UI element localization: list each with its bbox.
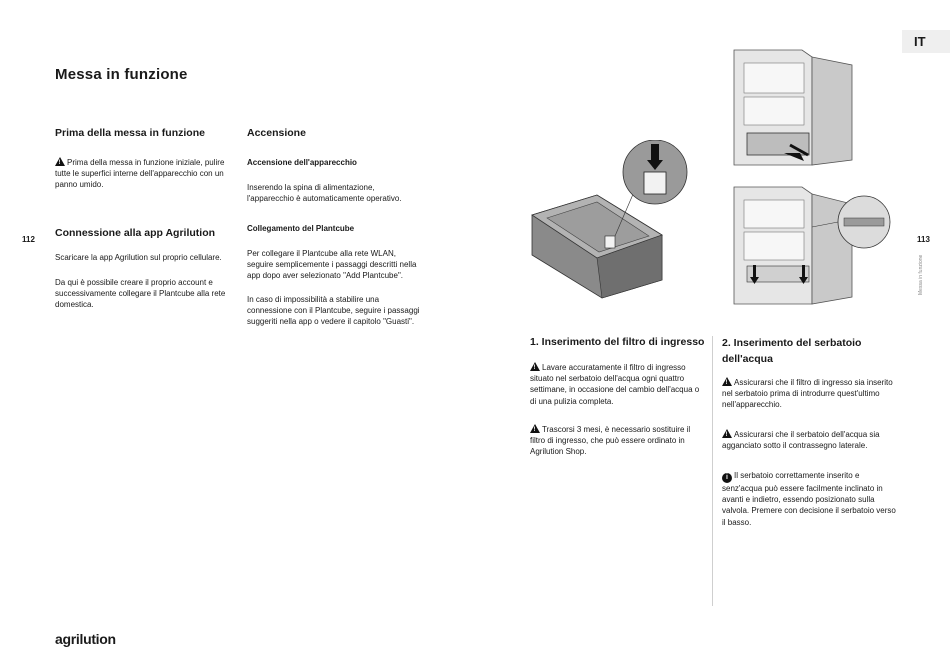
paragraph-step-2-info: i Il serbatoio correttamente inserito e senz'acqua può essere facilmente inclinato in avanti e indietro, essendo posizionato sulla valvola. Premere con decisione il serbatoio verso il basso. [722,471,896,527]
heading-step-1: 1. Inserimento del filtro di ingresso [530,336,705,348]
heading-app-connection: Connessione alla app Agrilution [55,227,216,239]
heading-power-on: Accensione [247,127,306,139]
column-divider [712,336,713,606]
warning-icon [530,362,540,371]
heading-first-use: Prima della messa in funzione [55,127,205,139]
warning-icon [55,157,65,166]
paragraph-connect-troubleshoot: In caso di impossibilità a stabilire una connessione con il Plantcube, seguire i passaggi suggeriti nella app o vedere il capitolo "Guasti". [247,295,420,327]
warning-icon [722,429,732,438]
cabinet-tank-illustration [732,182,892,307]
paragraph-connect-wlan: Per collegare il Plantcube alla rete WLAN, seguire semplicemente i passaggi descritti nella app dopo aver selezionato "Add Plantcube". [247,249,417,281]
page-title: Messa in funzione [55,66,188,83]
warning-icon [530,424,540,433]
heading-step-2: 2. Inserimento del serbatoio dell'acqua [722,337,862,365]
paragraph-first-use: !Prima della messa in funzione iniziale, pulire tutte le superfici interne dell'apparecchio con un panno umido. [55,157,233,191]
subheading-power-on: Accensione dell'apparecchio [247,158,357,167]
paragraph-step-2-hook: !Assicurarsi che il serbatoio dell'acqua sia agganciato sotto il contrassegno laterale. [722,429,894,451]
water-tank-filter-illustration [527,140,692,300]
info-icon: i [722,473,732,483]
page-number-left: 112 [22,235,35,244]
cabinet-drawer-illustration [732,45,892,168]
warning-icon [722,377,732,386]
paragraph-step-1-replace: !Trascorsi 3 mesi, è necessario sostituire il filtro di ingresso, che può essere ordinato in Agrilution Shop. [530,424,700,458]
paragraph-power-on: Inserendo la spina di alimentazione, l'apparecchio è automaticamente operativo. [247,183,402,204]
side-caption: Messa in funzione [918,254,924,295]
paragraph-app-account: Da qui è possibile creare il proprio account e successivamente collegare il Plantcube alla rete domestica. [55,278,226,310]
paragraph-step-2-filter: !Assicurarsi che il filtro di ingresso sia inserito nel serbatoio prima di introdurre quest'ultimo nell'apparecchio. [722,377,896,411]
subheading-connect: Collegamento del Plantcube [247,224,355,233]
page-number-right: 113 [917,235,930,244]
paragraph-app-download: Scaricare la app Agrilution sul proprio cellulare. [55,253,222,262]
language-tag: IT [902,30,950,53]
paragraph-step-1-clean: !Lavare accuratamente il filtro di ingresso situato nel serbatoio dell'acqua ogni quattro settimane, in occasione del cambio dell'acqua o di una pulizia completa. [530,362,702,407]
agrilution-logo: agrilution [55,631,116,647]
